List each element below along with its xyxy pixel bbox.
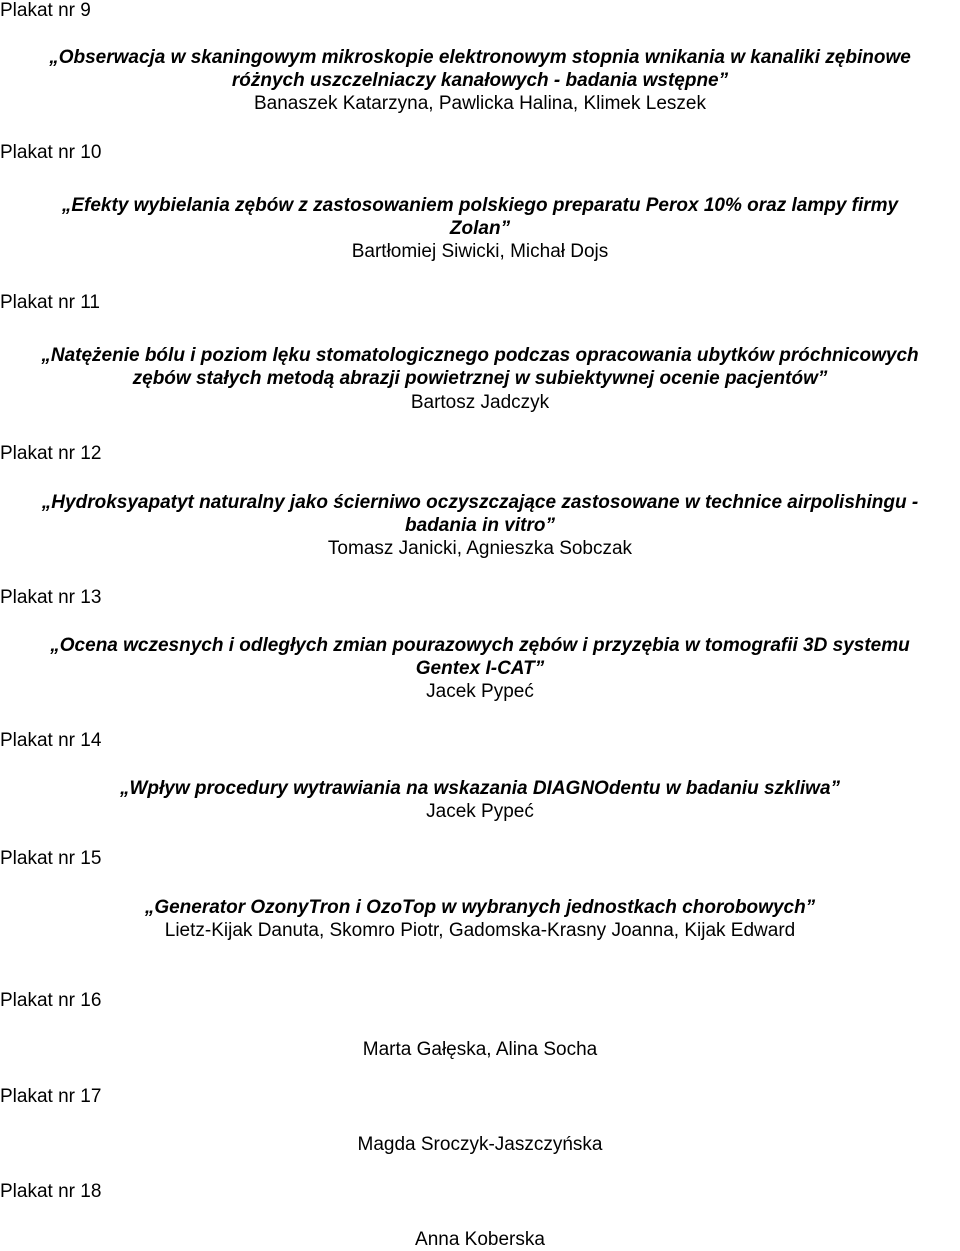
poster-authors: Banaszek Katarzyna, Pawlicka Halina, Klimek Leszek xyxy=(254,93,706,114)
poster-authors: Jacek Pypeć xyxy=(426,681,534,702)
poster-authors: Anna Koberska xyxy=(415,1229,545,1250)
poster-authors: Bartłomiej Siwicki, Michał Dojs xyxy=(351,241,609,262)
poster-title-line: „Hydroksyapatyt naturalny jako ścierniwo oczyszczające zastosowane w technice airpolishingu - xyxy=(41,492,919,513)
poster-label: Plakat nr 16 xyxy=(0,990,102,1011)
poster-label: Plakat nr 14 xyxy=(0,730,102,751)
poster-title-line: badania in vitro” xyxy=(405,515,555,536)
poster-authors: Lietz-Kijak Danuta, Skomro Piotr, Gadomska-Krasny Joanna, Kijak Edward xyxy=(164,920,796,941)
poster-authors: Tomasz Janicki, Agnieszka Sobczak xyxy=(327,538,633,559)
poster-title-line: „Generator OzonyTron i OzoTop w wybranych jednostkach chorobowych” xyxy=(144,897,816,918)
poster-authors: Bartosz Jadczyk xyxy=(410,392,550,413)
poster-label: Plakat nr 18 xyxy=(0,1181,102,1202)
poster-authors: Magda Sroczyk-Jaszczyńska xyxy=(357,1134,603,1155)
poster-title-line: „Obserwacja w skaningowym mikroskopie elektronowym stopnia wnikania w kanaliki zębinowe xyxy=(49,47,911,68)
poster-label: Plakat nr 9 xyxy=(0,0,91,21)
poster-label: Plakat nr 17 xyxy=(0,1086,102,1107)
poster-authors: Marta Gałęska, Alina Socha xyxy=(362,1039,598,1060)
poster-label: Plakat nr 15 xyxy=(0,848,102,869)
poster-title-line: Gentex I-CAT” xyxy=(415,658,545,679)
poster-title-line: „Wpływ procedury wytrawiania na wskazania DIAGNOdentu w badaniu szkliwa” xyxy=(119,778,841,799)
poster-label: Plakat nr 10 xyxy=(0,142,102,163)
poster-title-line: „Natężenie bólu i poziom lęku stomatologicznego podczas opracowania ubytków próchnicowych xyxy=(41,345,919,366)
poster-label: Plakat nr 13 xyxy=(0,587,102,608)
poster-label: Plakat nr 11 xyxy=(0,292,100,313)
poster-title-line: Zolan” xyxy=(449,218,511,239)
poster-label: Plakat nr 12 xyxy=(0,443,102,464)
poster-title-line: różnych uszczelniaczy kanałowych - badania wstępne” xyxy=(231,70,729,91)
poster-title-line: „Ocena wczesnych i odległych zmian pourazowych zębów i przyzębia w tomografii 3D systemu xyxy=(50,635,910,656)
poster-title-line: „Efekty wybielania zębów z zastosowaniem polskiego preparatu Perox 10% oraz lampy firmy xyxy=(61,195,899,216)
poster-title-line: zębów stałych metodą abrazji powietrznej w subiektywnej ocenie pacjentów” xyxy=(132,368,828,389)
poster-authors: Jacek Pypeć xyxy=(426,801,534,822)
